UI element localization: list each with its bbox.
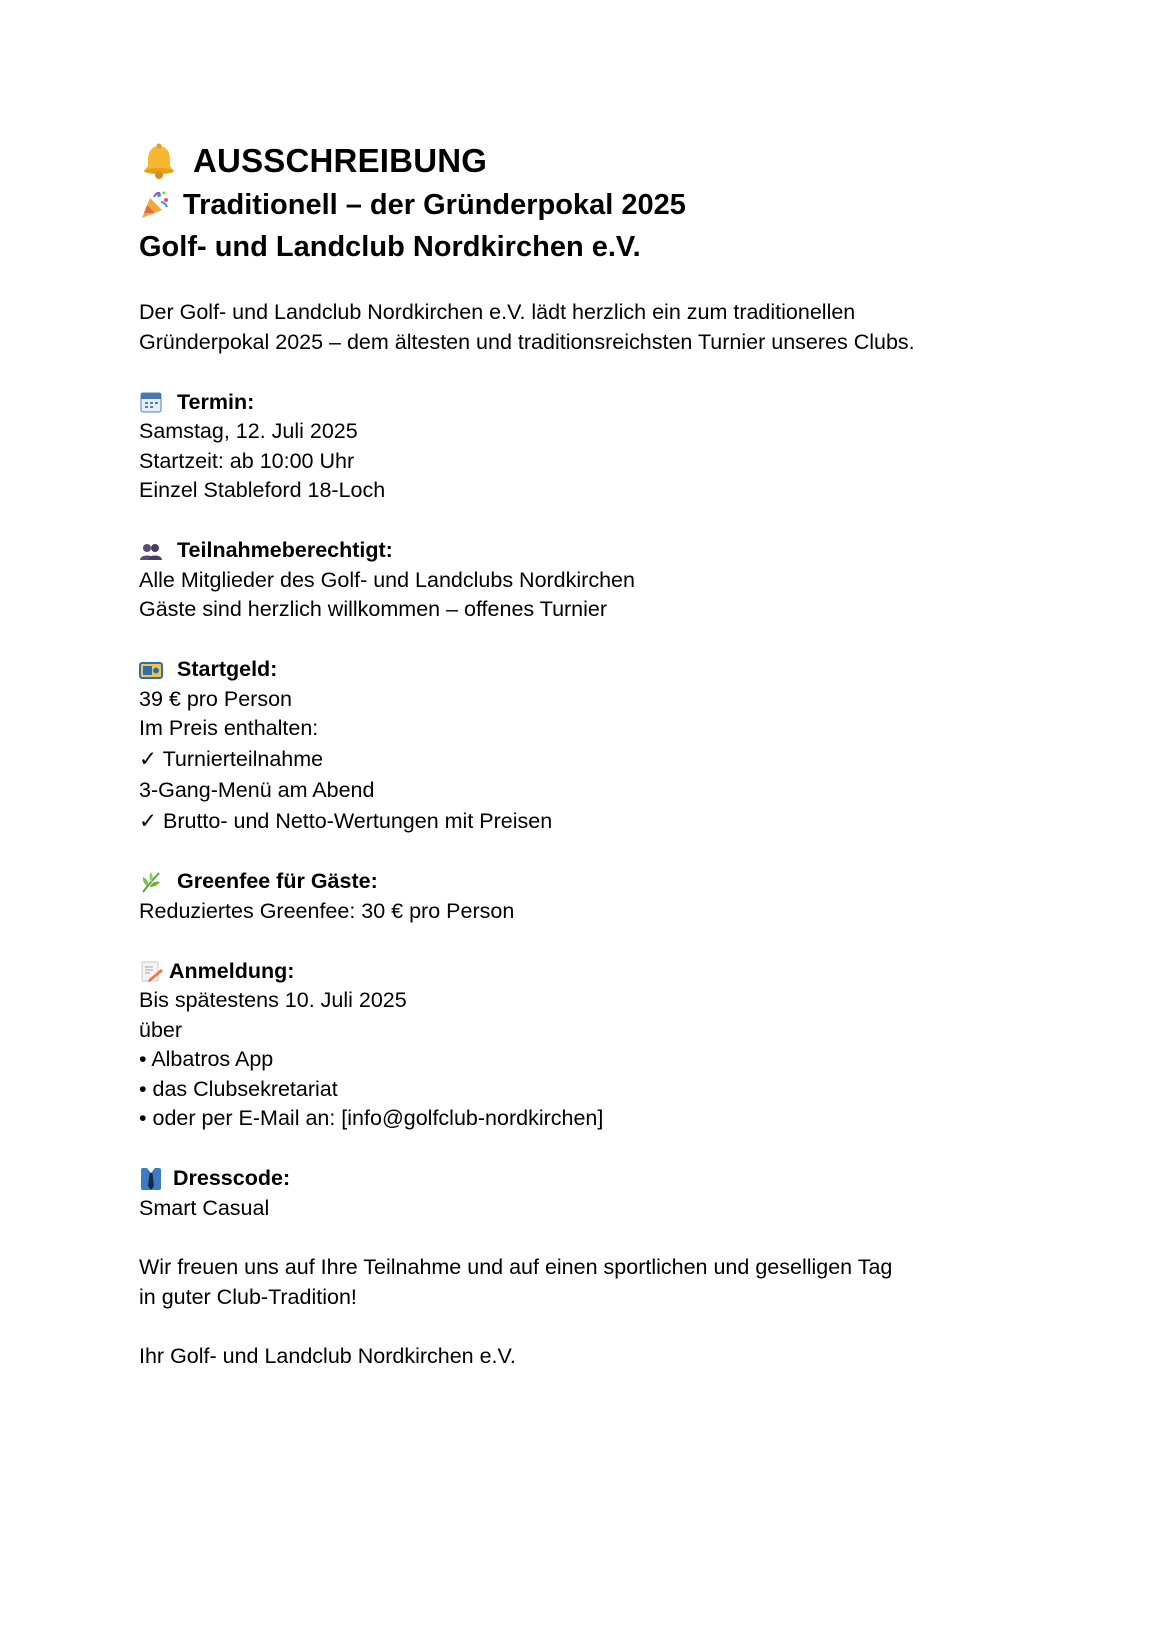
section-teilnahme bbox=[139, 536, 1039, 625]
people-icon bbox=[139, 539, 163, 563]
section-startgeld bbox=[139, 655, 1039, 837]
section-heading bbox=[139, 655, 1039, 685]
money-icon bbox=[139, 658, 163, 682]
section-line: Samstag, 12. Juli 2025 bbox=[139, 419, 358, 443]
section-heading-label: Dresscode: bbox=[173, 1166, 291, 1190]
section-anmeldung bbox=[139, 956, 1039, 1134]
section-line: Im Preis enthalten: bbox=[139, 716, 319, 740]
subtitle: Traditionell – der Gründerpokal 2025 bbox=[183, 188, 686, 221]
section-line: Bis spätestens 10. Juli 2025 bbox=[139, 988, 407, 1012]
list-item: • das Clubsekretariat bbox=[139, 1076, 338, 1101]
closing-paragraph bbox=[139, 1253, 1039, 1312]
memo-icon bbox=[139, 959, 163, 983]
section-heading-label: Teilnahmeberechtigt: bbox=[177, 538, 393, 562]
section-heading bbox=[139, 536, 1039, 566]
section-heading-label: Termin: bbox=[177, 389, 255, 414]
intro-line: Gründerpokal 2025 – dem ältesten und traditionsreichsten Turnier unseres Clubs. bbox=[139, 329, 915, 354]
page-title: AUSSCHREIBUNG bbox=[193, 142, 488, 179]
section-heading-label: Greenfee für Gäste: bbox=[177, 869, 378, 893]
necktie-icon bbox=[139, 1167, 163, 1191]
section-line: Reduziertes Greenfee: 30 € pro Person bbox=[139, 898, 515, 923]
section-line: Startzeit: ab 10:00 Uhr bbox=[139, 448, 355, 473]
intro-line: Der Golf- und Landclub Nordkirchen e.V. lädt herzlich ein zum traditionellen bbox=[139, 300, 856, 324]
checklist-item: ✓ Brutto- und Netto-Wertungen mit Preisen bbox=[139, 808, 553, 833]
section-heading-label: Anmeldung: bbox=[169, 958, 295, 983]
section-line: 39 € pro Person bbox=[139, 686, 292, 711]
section-heading bbox=[139, 387, 1039, 417]
section-heading-label: Startgeld: bbox=[177, 657, 278, 681]
closing-line: in guter Club-Tradition! bbox=[139, 1284, 357, 1309]
section-termin bbox=[139, 387, 1039, 506]
section-line: über bbox=[139, 1017, 183, 1042]
section-line: Einzel Stableford 18-Loch bbox=[139, 478, 386, 502]
list-item: • oder per E-Mail an: [info@golfclub-nordkirchen] bbox=[139, 1106, 604, 1130]
signoff bbox=[139, 1342, 1039, 1372]
checklist-item: ✓ Turnierteilnahme bbox=[139, 746, 324, 771]
section-heading bbox=[139, 867, 1039, 897]
section-heading bbox=[139, 1164, 1039, 1194]
party-popper-icon bbox=[139, 189, 171, 221]
document-page bbox=[139, 138, 1039, 1372]
club-name-heading: Golf- und Landclub Nordkirchen e.V. bbox=[139, 231, 641, 263]
section-line: 3-Gang-Menü am Abend bbox=[139, 777, 375, 802]
section-line: Smart Casual bbox=[139, 1195, 270, 1220]
closing-line: Wir freuen uns auf Ihre Teilnahme und auf einen sportlichen und geselligen Tag bbox=[139, 1255, 893, 1279]
subtitle-row bbox=[139, 184, 1039, 226]
calendar-icon bbox=[139, 390, 163, 414]
list-item: • Albatros App bbox=[139, 1047, 274, 1071]
section-line: Alle Mitglieder des Golf- und Landclubs Nordkirchen bbox=[139, 567, 635, 592]
signoff-line: Ihr Golf- und Landclub Nordkirchen e.V. bbox=[139, 1344, 516, 1368]
section-heading bbox=[139, 956, 1039, 986]
section-dresscode bbox=[139, 1164, 1039, 1224]
section-line: Gäste sind herzlich willkommen – offenes Turnier bbox=[139, 597, 608, 621]
intro-paragraph bbox=[139, 298, 1039, 357]
section-greenfee bbox=[139, 867, 1039, 927]
title-row bbox=[139, 138, 1039, 184]
herb-icon bbox=[139, 870, 163, 894]
bell-icon bbox=[139, 141, 179, 181]
